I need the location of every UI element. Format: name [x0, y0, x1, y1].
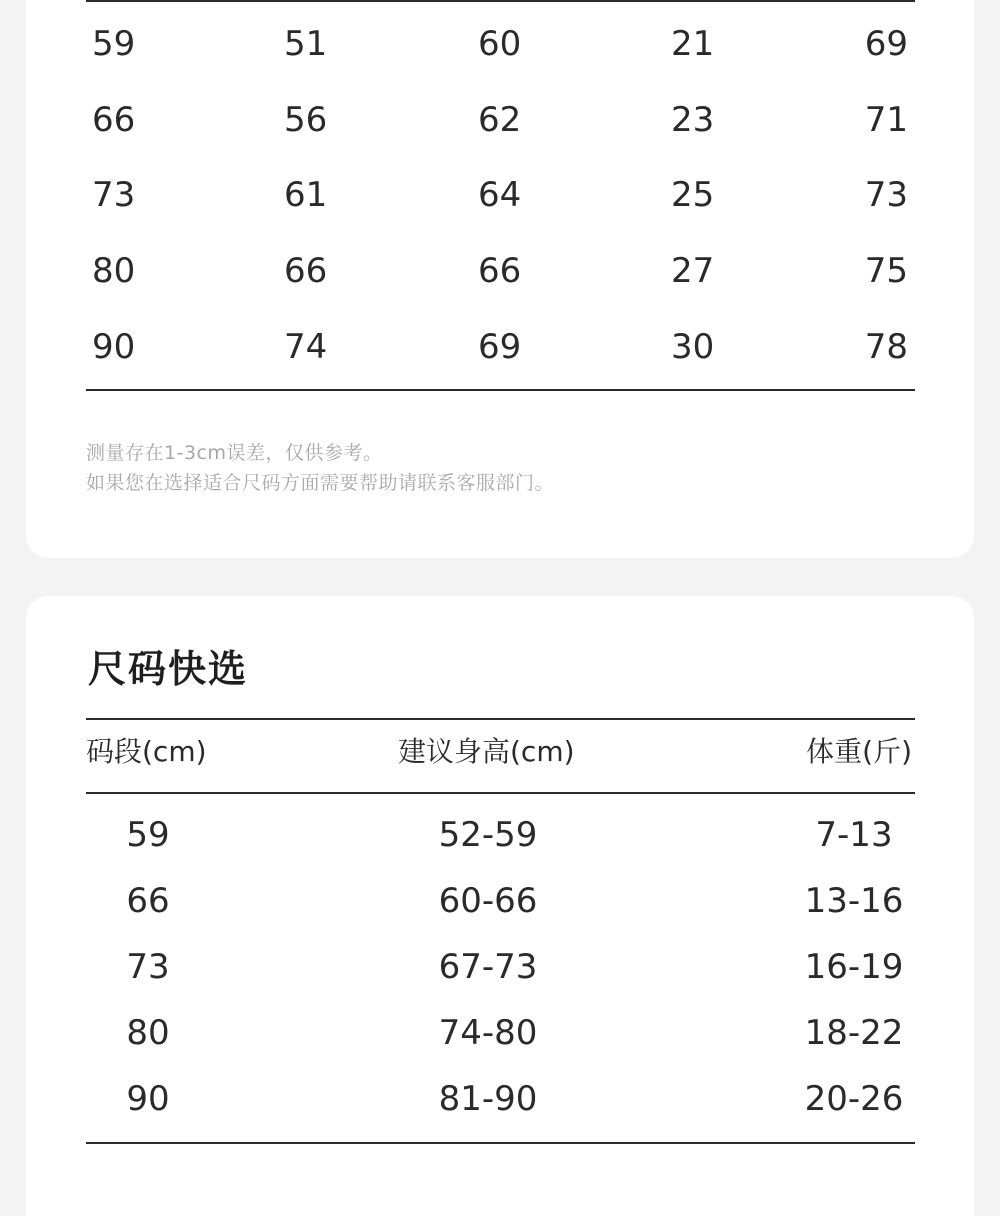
table-cell: 66	[126, 881, 170, 921]
table-cell: 81-90	[438, 1079, 538, 1119]
table-cell: 56	[284, 100, 328, 140]
note-line: 测量存在1-3cm误差，仅供参考。	[86, 442, 383, 464]
header-bottom-rule	[86, 792, 915, 794]
table-cell: 18-22	[804, 1013, 904, 1053]
column-header-weight: 体重(斤)	[806, 735, 912, 768]
table-cell: 90	[126, 1079, 170, 1119]
table-cell: 74-80	[438, 1013, 538, 1053]
table-cell: 69	[864, 24, 908, 64]
column-header-size: 码段(cm)	[86, 735, 207, 768]
table-cell: 23	[671, 100, 715, 140]
header-top-rule	[86, 718, 915, 720]
table-cell: 62	[478, 100, 522, 140]
table-bottom-rule	[86, 1142, 915, 1144]
table-cell: 61	[284, 175, 328, 215]
table-cell: 64	[478, 175, 522, 215]
table-cell: 51	[284, 24, 328, 64]
table-cell: 67-73	[438, 947, 538, 987]
table-cell: 80	[126, 1013, 170, 1053]
table-cell: 69	[478, 327, 522, 367]
table-cell: 52-59	[438, 815, 538, 855]
table-cell: 60	[478, 24, 522, 64]
table-cell: 21	[671, 24, 715, 64]
table-cell: 60-66	[438, 881, 538, 921]
note-line: 如果您在选择适合尺码方面需要帮助请联系客服部门。	[86, 472, 555, 494]
table-cell: 80	[92, 251, 136, 291]
table-cell: 75	[864, 251, 908, 291]
table-cell: 25	[671, 175, 715, 215]
table-cell: 20-26	[804, 1079, 904, 1119]
table-cell: 59	[92, 24, 136, 64]
table-cell: 16-19	[804, 947, 904, 987]
table-cell: 71	[864, 100, 908, 140]
table-cell: 74	[284, 327, 328, 367]
table-cell: 78	[864, 327, 908, 367]
column-header-height: 建议身高(cm)	[398, 735, 575, 768]
table-top-rule	[86, 0, 915, 2]
table-cell: 73	[126, 947, 170, 987]
section-title: 尺码快选	[88, 647, 249, 691]
table-cell: 66	[478, 251, 522, 291]
table-bottom-rule	[86, 389, 915, 391]
table-cell: 13-16	[804, 881, 904, 921]
table-cell: 30	[671, 327, 715, 367]
table-cell: 66	[284, 251, 328, 291]
table-cell: 66	[92, 100, 136, 140]
table-cell: 90	[92, 327, 136, 367]
size-chart-card	[26, 0, 974, 558]
measurement-notes	[86, 438, 554, 498]
table-cell: 7-13	[815, 815, 893, 855]
table-cell: 27	[671, 251, 715, 291]
quick-select-card	[26, 596, 974, 1216]
table-cell: 73	[864, 175, 908, 215]
table-cell: 59	[126, 815, 170, 855]
table-cell: 73	[92, 175, 136, 215]
